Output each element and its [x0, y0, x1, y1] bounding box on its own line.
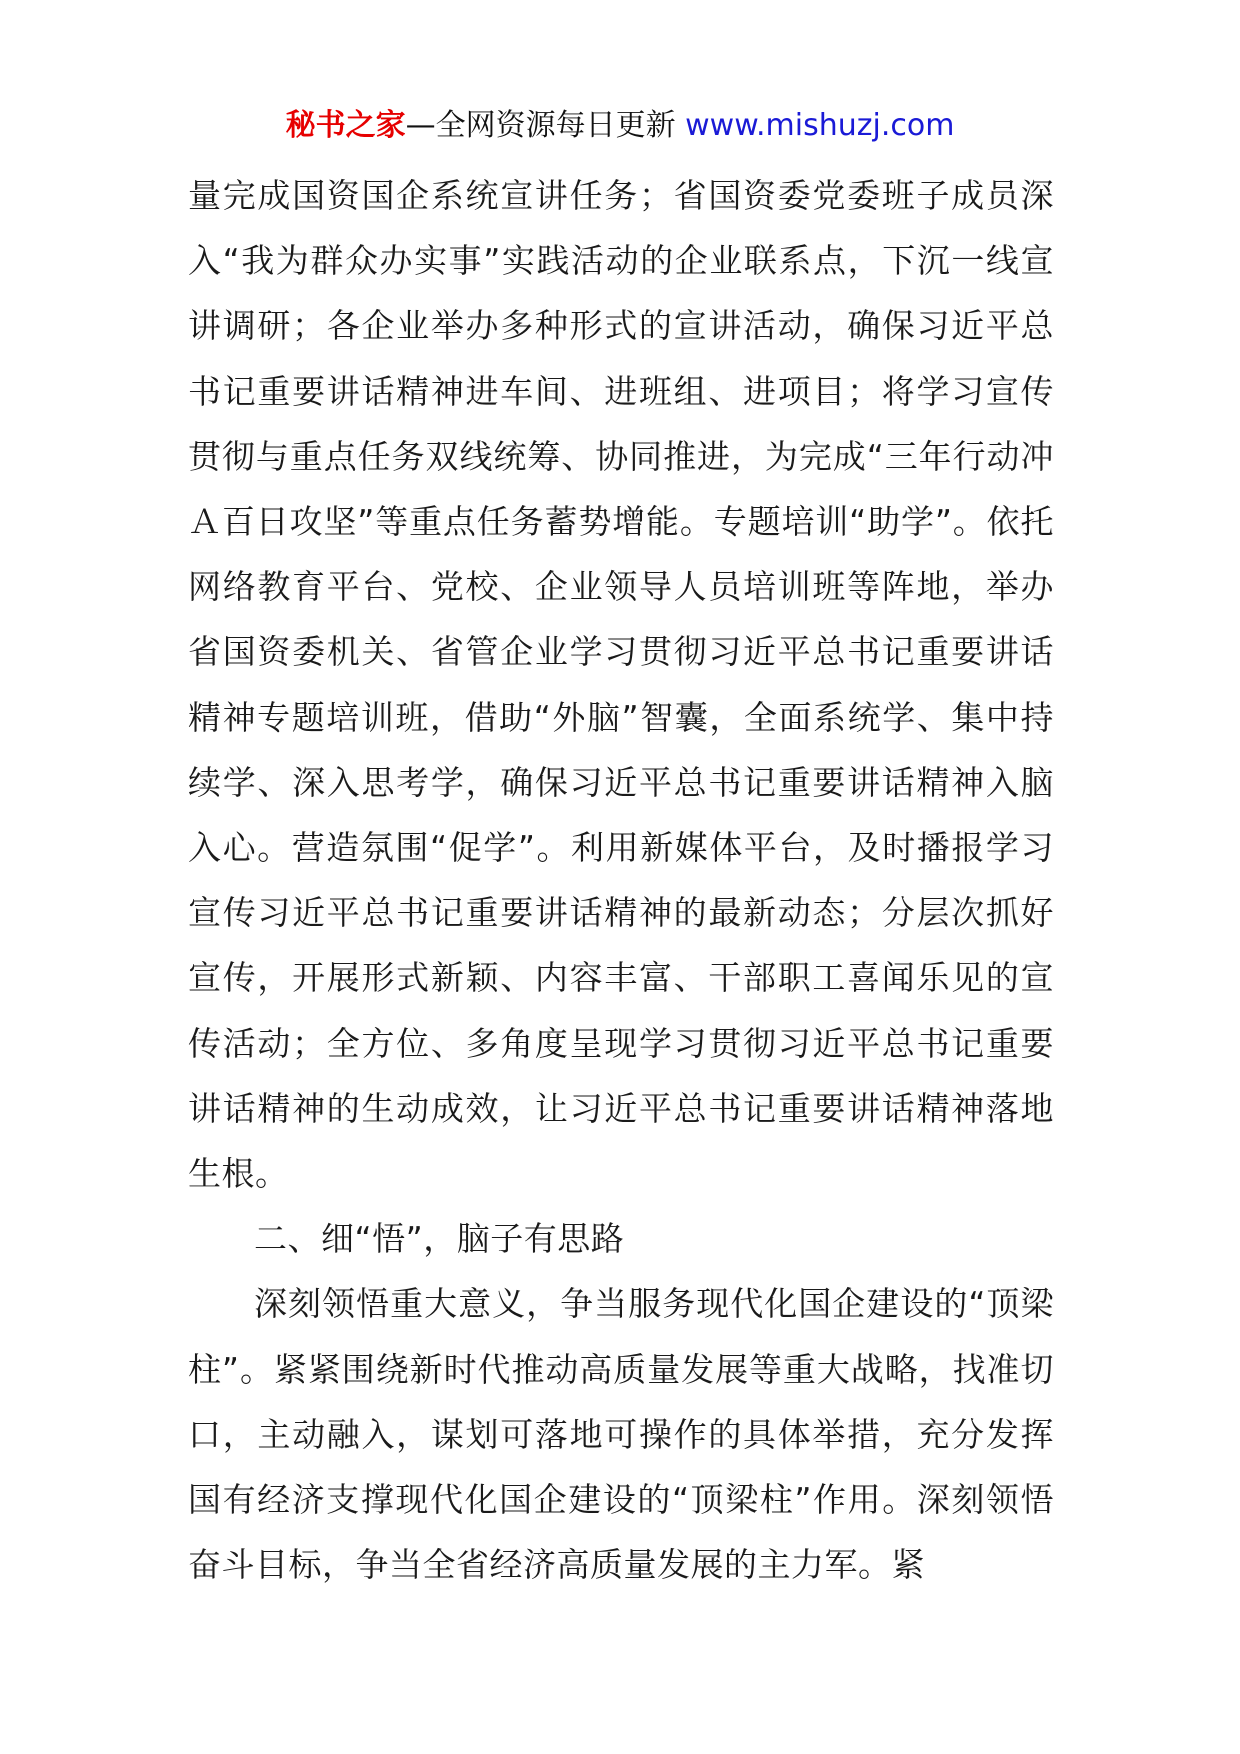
site-url-link[interactable]: www.mishuzj.com	[685, 108, 955, 143]
body-paragraph: 量完成国资国企系统宣讲任务；省国资委党委班子成员深入“我为群众办实事”实践活动的企业联系点，下沉一线宣讲调研；各企业举办多种形式的宣讲活动，确保习近平总书记重要讲话精神进车间、进班组、进项目；将学习宣传贯彻与重点任务双线统筹、协同推进，为完成“三年行动冲Ａ百日攻坚”等重点任务蓄势增能。专题培训“助学”。依托网络教育平台、党校、企业领导人员培训班等阵地，举办省国资委机关、省管企业学习贯彻习近平总书记重要讲话精神专题培训班，借助“外脑”智囊，全面系统学、集中持续学、深入思考学，确保习近平总书记重要讲话精神入脑入心。营造氛围“促学”。利用新媒体平台，及时播报学习宣传习近平总书记重要讲话精神的最新动态；分层次抓好宣传，开展形式新颖、内容丰富、干部职工喜闻乐见的宣传活动；全方位、多角度呈现学习贯彻习近平总书记重要讲话精神的生动成效，让习近平总书记重要讲话精神落地生根。	[188, 176, 1054, 1194]
document-body	[188, 163, 1054, 1597]
body-paragraph: 深刻领悟重大意义，争当服务现代化国企建设的“顶梁柱”。紧紧围绕新时代推动高质量发展等重大战略，找准切口，主动融入，谋划可落地可操作的具体举措，充分发挥国有经济支撑现代化国企建设的“顶梁柱”作用。深刻领悟奋斗目标，争当全省经济高质量发展的主力军。紧	[188, 1284, 1054, 1585]
site-slogan: —全网资源每日更新	[405, 108, 686, 143]
page-header	[0, 104, 1240, 148]
site-brand: 秘书之家	[285, 108, 406, 143]
section-heading: 二、细“悟”，脑子有思路	[254, 1219, 625, 1259]
